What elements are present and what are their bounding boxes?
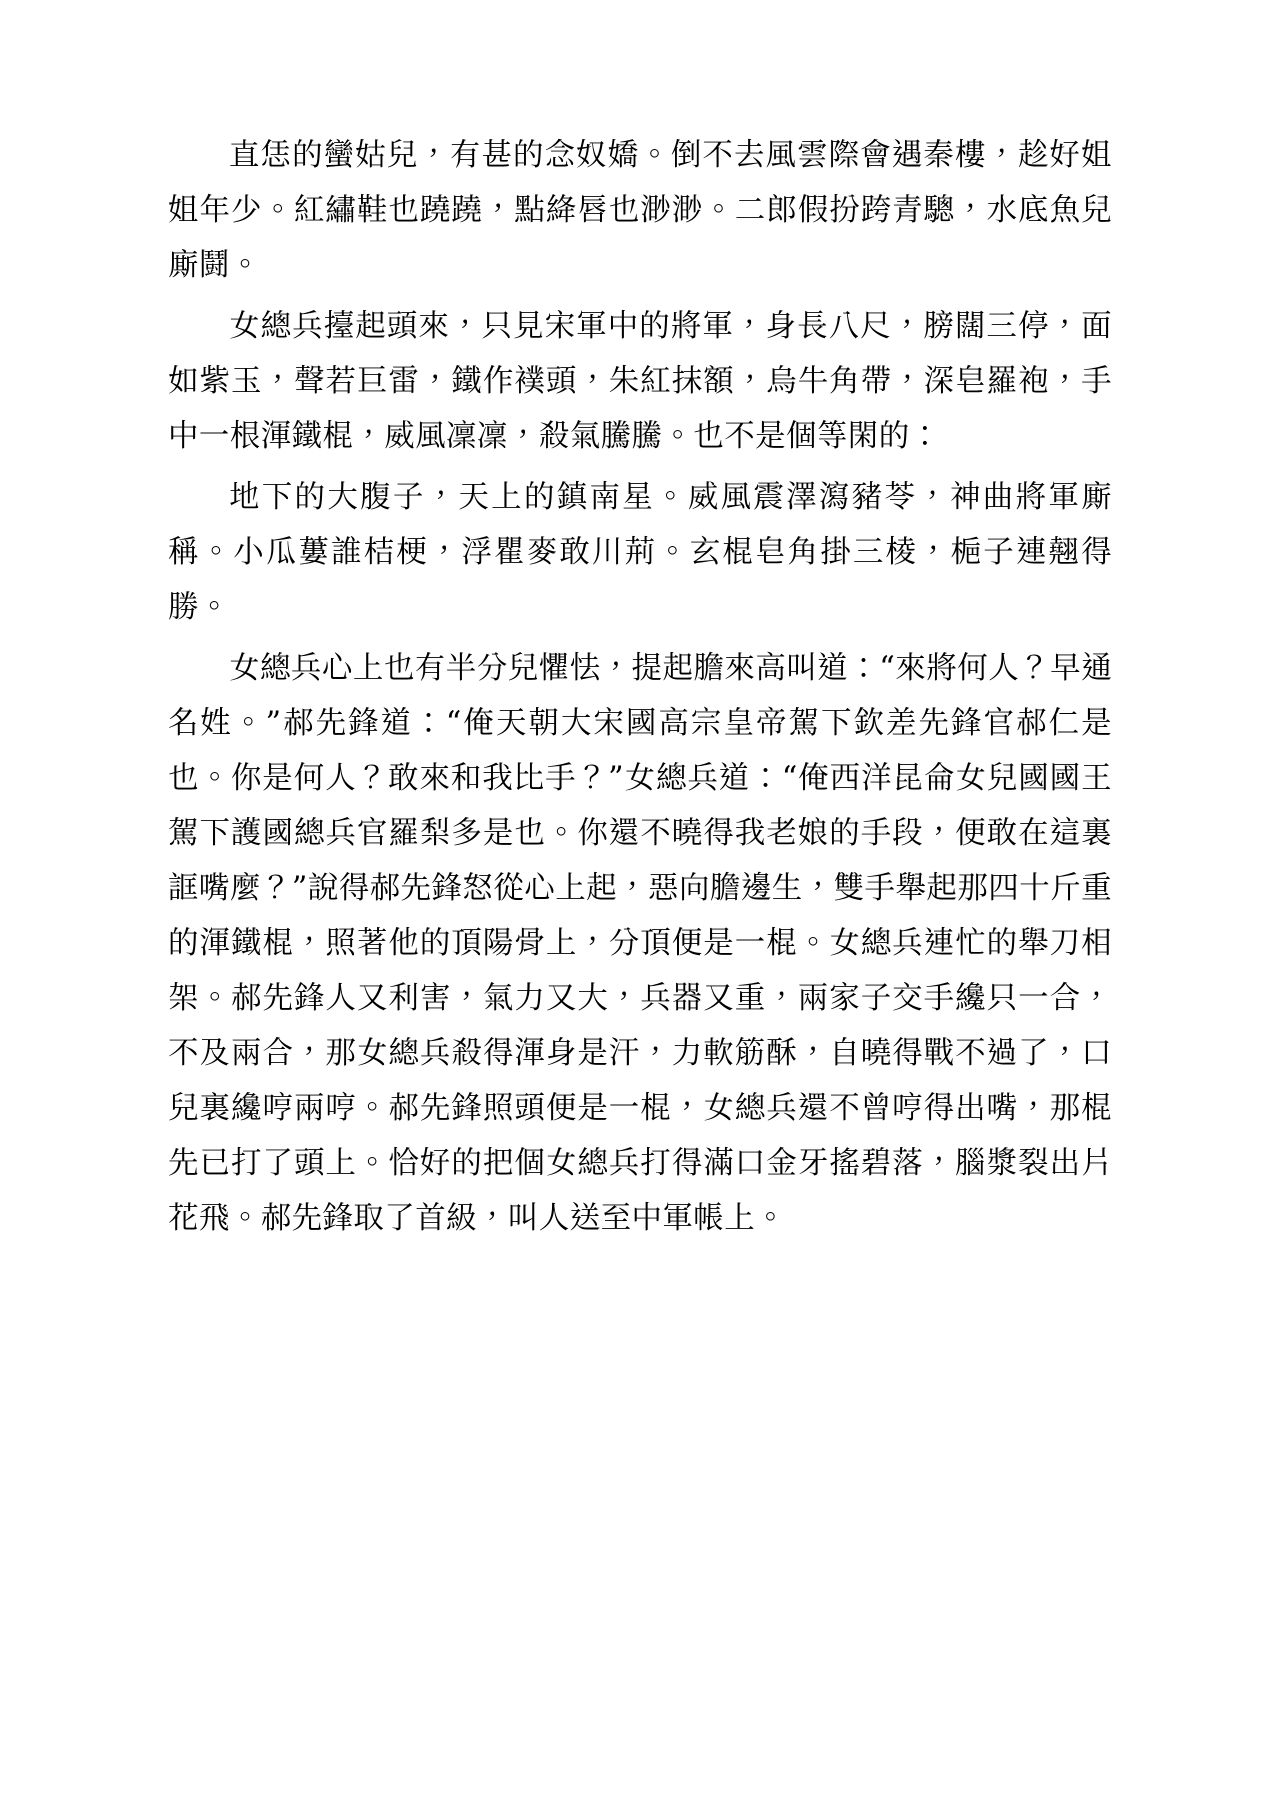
paragraph: 女總兵心上也有半分兒懼怯，提起膽來高叫道：“來將何人？早通名姓。”郝先鋒道：“俺天朝大宋國高宗皇帝駕下欽差先鋒官郝仁是也。你是何人？敢來和我比手？”女總兵道：“俺西洋昆侖女兒國國王駕下護國總兵官羅梨多是也。你還不曉得我老娘的手段，便敢在這裏誆嘴麼？”說得郝先鋒怒從心上起，惡向膽邊生，雙手舉起那四十斤重的渾鐵棍，照著他的頂陽骨上，分頂便是一棍。女總兵連忙的舉刀相架。郝先鋒人又利害，氣力又大，兵器又重，兩家子交手纔只一合，不及兩合，那女總兵殺得渾身是汗，力軟筋酥，自曉得戰不過了，口兒裏纔哼兩哼。郝先鋒照頭便是一棍，女總兵還不曾哼得出嘴，那棍先已打了頭上。恰好的把個女總兵打得滿口金牙搖碧落，腦漿裂出片花飛。郝先鋒取了首級，叫人送至中軍帳上。 <box>168 651 1112 1236</box>
paragraph: 地下的大腹子，天上的鎮南星。威風震澤瀉豬苓，神曲將軍廝稱。小瓜蔞誰桔梗，浮瞿麥敢川荊。玄棍皂角掛三棱，梔子連翹得勝。 <box>168 480 1112 625</box>
paragraph: 女總兵擡起頭來，只見宋軍中的將軍，身長八尺，膀闊三停，面如紫玉，聲若巨雷，鐵作襆頭，朱紅抹額，烏牛角帶，深皂羅袍，手中一根渾鐵棍，威風凜凜，殺氣騰騰。也不是個等閑的： <box>168 309 1112 454</box>
page-text-body <box>168 128 1112 1246</box>
paragraph: 直恁的蠻姑兒，有甚的念奴嬌。倒不去風雲際會遇秦樓，趁好姐姐年少。紅繡鞋也蹺蹺，點絳唇也渺渺。二郎假扮跨青驄，水底魚兒廝鬪。 <box>168 138 1112 283</box>
